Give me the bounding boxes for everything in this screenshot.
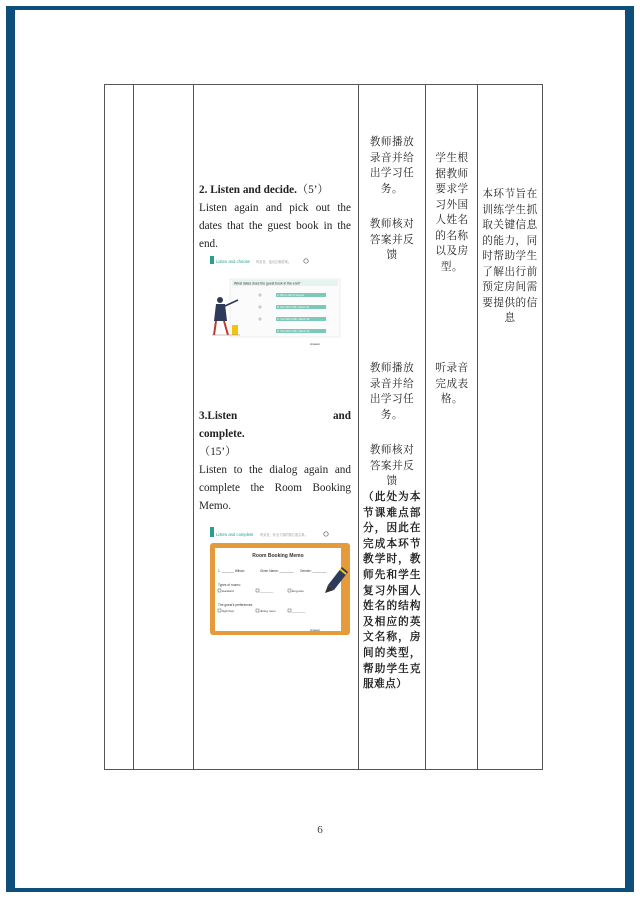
memo-rooms-label: Types of rooms: [218, 583, 241, 587]
listen-and-choose-thumbnail [210, 255, 344, 347]
empty-cell-2 [134, 85, 194, 770]
thumb2-footer: Answer [310, 628, 321, 632]
thumb1-hint: 听录音，选出正确答案。 [256, 260, 292, 264]
memo-room-2: ________ [260, 589, 274, 593]
room-booking-memo-thumbnail [210, 527, 350, 645]
student-activity-cell [426, 85, 478, 770]
thumb1-option-a-text: A. 6th to 13th of August [277, 294, 304, 298]
thumb2-header: Listen and complete [216, 532, 254, 537]
step2-title: 2. Listen and decide. [199, 184, 297, 196]
memo-given-name: Given Name: ________ [260, 569, 294, 573]
memo-pref-1: high floor [222, 609, 235, 613]
teacher-step3-check: 教师核对答案并反馈 [369, 444, 415, 487]
memo-pref-label: The guest's preferences: [218, 603, 253, 607]
memo-surname: 1. _______ Wilson [218, 569, 245, 573]
step3-instruction: Listen to the dialog again and complete the Room Booking Memo. [199, 464, 351, 512]
page-number: 6 [317, 824, 323, 836]
step3-block [199, 407, 351, 515]
memo-gender: Gender: ________ [300, 569, 327, 573]
step2-instruction: Listen again and pick out the dates that the guest book in the end. [199, 202, 351, 250]
teacher-step2-check: 教师核对答案并反馈 [369, 218, 415, 261]
activity-cell [194, 85, 359, 770]
step2-block [199, 181, 351, 253]
memo-title: Room Booking Memo [252, 553, 304, 559]
step3-time: （15’） [199, 446, 237, 458]
memo-room-1: standard [222, 589, 234, 593]
thumb1-question: What dates does the guest book in the end? [234, 281, 301, 286]
teacher-step3-play: 教师播放录音并给出学习任务。 [369, 362, 415, 421]
thumb1-header: Listen and choose [216, 259, 250, 264]
memo-pref-2: dining room [260, 609, 276, 613]
thumb1-footer: Answer [310, 342, 321, 346]
thumb1-option-c-text: C. from 6th to 8th, March 30 [277, 318, 310, 322]
memo-room-3: king-size [292, 589, 304, 593]
memo-pref-3: ________ [292, 609, 306, 613]
teacher-step2-play: 教师播放录音并给出学习任务。 [369, 136, 415, 195]
step2-time: （5’） [296, 184, 329, 196]
purpose-text: 本环节旨在训练学生抓取关键信息的能力，同时帮助学生了解出行前预定房间需要提供的信息 [482, 188, 538, 324]
thumb1-option-d-text: D. from 6th to 8th, March 30 [277, 330, 310, 334]
empty-cell-1 [105, 85, 134, 770]
lesson-plan-table [104, 84, 543, 770]
teacher-difficulty-note: （此处为本节课难点部分，因此在完成本环节教学时，教师先和学生复习外国人姓名的结构及相应的英文名称，房间的类型，帮助学生克服难点） [363, 491, 421, 691]
teacher-activity-cell [359, 85, 426, 770]
thumb1-option-b-text: B. from 6th to 8th, March 30 [277, 306, 310, 310]
student-step2: 学生根据教师要求学习外国人姓名的名称以及房型。 [435, 152, 469, 273]
step3-title: 3.Listen and complete. [199, 410, 351, 440]
student-step3: 听录音完成表格。 [435, 362, 469, 405]
thumb2-hint: 听录音，补全下面的预订备忘单。 [260, 533, 308, 537]
purpose-cell [478, 85, 543, 770]
